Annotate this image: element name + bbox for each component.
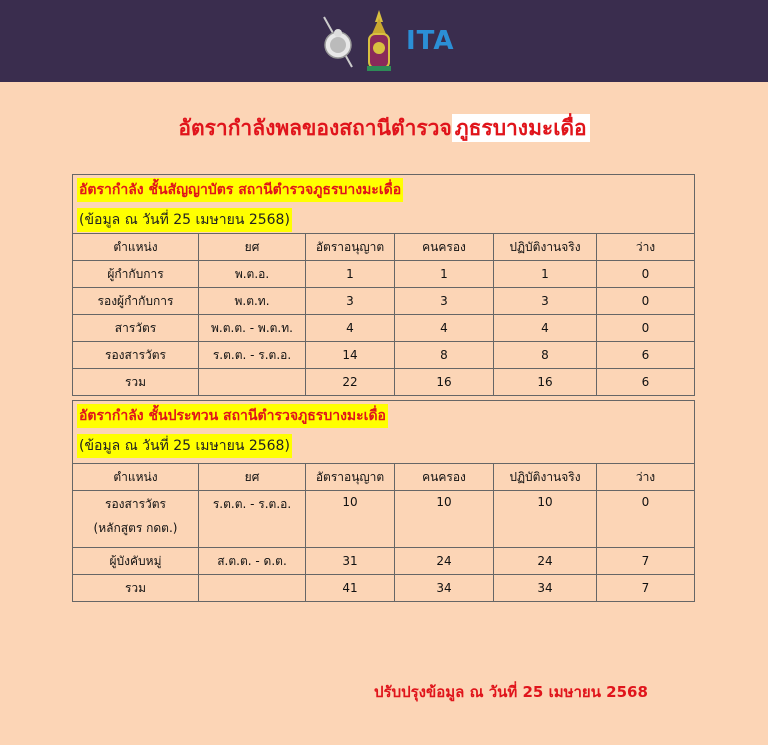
- cell-actual: 24: [494, 548, 597, 575]
- cell-rank: พ.ต.อ.: [199, 261, 306, 288]
- col-header: ตำแหน่ง: [73, 234, 199, 261]
- table-row: [73, 315, 694, 342]
- cell-authorized: 1: [306, 261, 395, 288]
- col-header: ปฏิบัติงานจริง: [494, 464, 597, 491]
- cell-held: 34: [395, 575, 494, 602]
- cell-position: รองสารวัตร: [73, 342, 199, 369]
- total-row: [73, 575, 694, 602]
- cell-position: [73, 491, 199, 548]
- cell-authorized: 41: [306, 575, 395, 602]
- table-row: [73, 288, 694, 315]
- section-header: [73, 175, 694, 234]
- cell-actual: 3: [494, 288, 597, 315]
- table-header-row: [73, 234, 694, 261]
- section-date: (ข้อมูล ณ วันที่ 25 เมษายน 2568): [77, 434, 292, 458]
- cell-held: 10: [395, 491, 494, 548]
- cell-vacant: 6: [597, 342, 695, 369]
- col-header: คนครอง: [395, 234, 494, 261]
- cell-actual: 1: [494, 261, 597, 288]
- cell-position: ผู้กำกับการ: [73, 261, 199, 288]
- table-row: [73, 548, 694, 575]
- cell-rank: [199, 369, 306, 396]
- police-emblem-icon: [320, 11, 356, 71]
- section-date: (ข้อมูล ณ วันที่ 25 เมษายน 2568): [77, 208, 292, 232]
- cell-authorized: 10: [306, 491, 395, 548]
- cell-position: รองผู้กำกับการ: [73, 288, 199, 315]
- position-line2: (หลักสูตร กดต.): [93, 521, 178, 535]
- cell-held: 8: [395, 342, 494, 369]
- cell-vacant: 0: [597, 288, 695, 315]
- cell-position: ผู้บังคับหมู่: [73, 548, 199, 575]
- cell-position: รวม: [73, 369, 199, 396]
- page-title-highlight: ภูธรบางมะเดื่อ: [452, 114, 590, 142]
- cell-vacant: 0: [597, 261, 695, 288]
- non-commissioned-section: [72, 400, 695, 602]
- cell-rank: ร.ต.ต. - ร.ต.อ.: [199, 342, 306, 369]
- section-header: [73, 401, 694, 464]
- cell-vacant: 7: [597, 548, 695, 575]
- table-row: [73, 342, 694, 369]
- col-header: อัตราอนุญาต: [306, 464, 395, 491]
- cell-held: 16: [395, 369, 494, 396]
- cell-actual: 8: [494, 342, 597, 369]
- total-row: [73, 369, 694, 396]
- cell-authorized: 31: [306, 548, 395, 575]
- table-header-row: [73, 464, 694, 491]
- nacc-emblem-icon: [364, 8, 394, 74]
- col-header: ยศ: [199, 464, 306, 491]
- cell-authorized: 4: [306, 315, 395, 342]
- cell-actual: 16: [494, 369, 597, 396]
- cell-authorized: 3: [306, 288, 395, 315]
- cell-vacant: 6: [597, 369, 695, 396]
- page-title: [0, 112, 768, 145]
- cell-actual: 4: [494, 315, 597, 342]
- cell-held: 24: [395, 548, 494, 575]
- cell-vacant: 7: [597, 575, 695, 602]
- col-header: ว่าง: [597, 234, 695, 261]
- col-header: ยศ: [199, 234, 306, 261]
- col-header: ปฏิบัติงานจริง: [494, 234, 597, 261]
- non-commissioned-table: [73, 464, 694, 601]
- ita-logo: ITA: [406, 26, 455, 56]
- cell-vacant: 0: [597, 491, 695, 548]
- cell-position: สารวัตร: [73, 315, 199, 342]
- col-header: อัตราอนุญาต: [306, 234, 395, 261]
- table-row: [73, 491, 694, 548]
- cell-rank: พ.ต.ต. - พ.ต.ท.: [199, 315, 306, 342]
- position-line1: รองสารวัตร: [105, 497, 166, 511]
- logo-group: [320, 8, 455, 74]
- cell-held: 4: [395, 315, 494, 342]
- cell-rank: [199, 575, 306, 602]
- section-title: อัตรากำลัง ชั้นประทวน สถานีตำรวจภูธรบางมะเดื่อ: [77, 404, 388, 428]
- cell-rank: ส.ต.ต. - ด.ต.: [199, 548, 306, 575]
- cell-held: 1: [395, 261, 494, 288]
- cell-held: 3: [395, 288, 494, 315]
- cell-authorized: 22: [306, 369, 395, 396]
- update-note: ปรับปรุงข้อมูล ณ วันที่ 25 เมษายน 2568: [374, 683, 648, 701]
- table-row: [73, 261, 694, 288]
- cell-authorized: 14: [306, 342, 395, 369]
- cell-rank: ร.ต.ต. - ร.ต.อ.: [199, 491, 306, 548]
- section-title: อัตรากำลัง ชั้นสัญญาบัตร สถานีตำรวจภูธรบางมะเดื่อ: [77, 178, 403, 202]
- commissioned-officers-section: [72, 174, 695, 396]
- page-title-part1: อัตรากำลังพลของสถานีตำรวจ: [178, 116, 452, 140]
- col-header: ตำแหน่ง: [73, 464, 199, 491]
- commissioned-table: [73, 234, 694, 395]
- col-header: ว่าง: [597, 464, 695, 491]
- cell-vacant: 0: [597, 315, 695, 342]
- header-bar: [0, 0, 768, 82]
- cell-rank: พ.ต.ท.: [199, 288, 306, 315]
- cell-position: รวม: [73, 575, 199, 602]
- cell-actual: 10: [494, 491, 597, 548]
- col-header: คนครอง: [395, 464, 494, 491]
- cell-actual: 34: [494, 575, 597, 602]
